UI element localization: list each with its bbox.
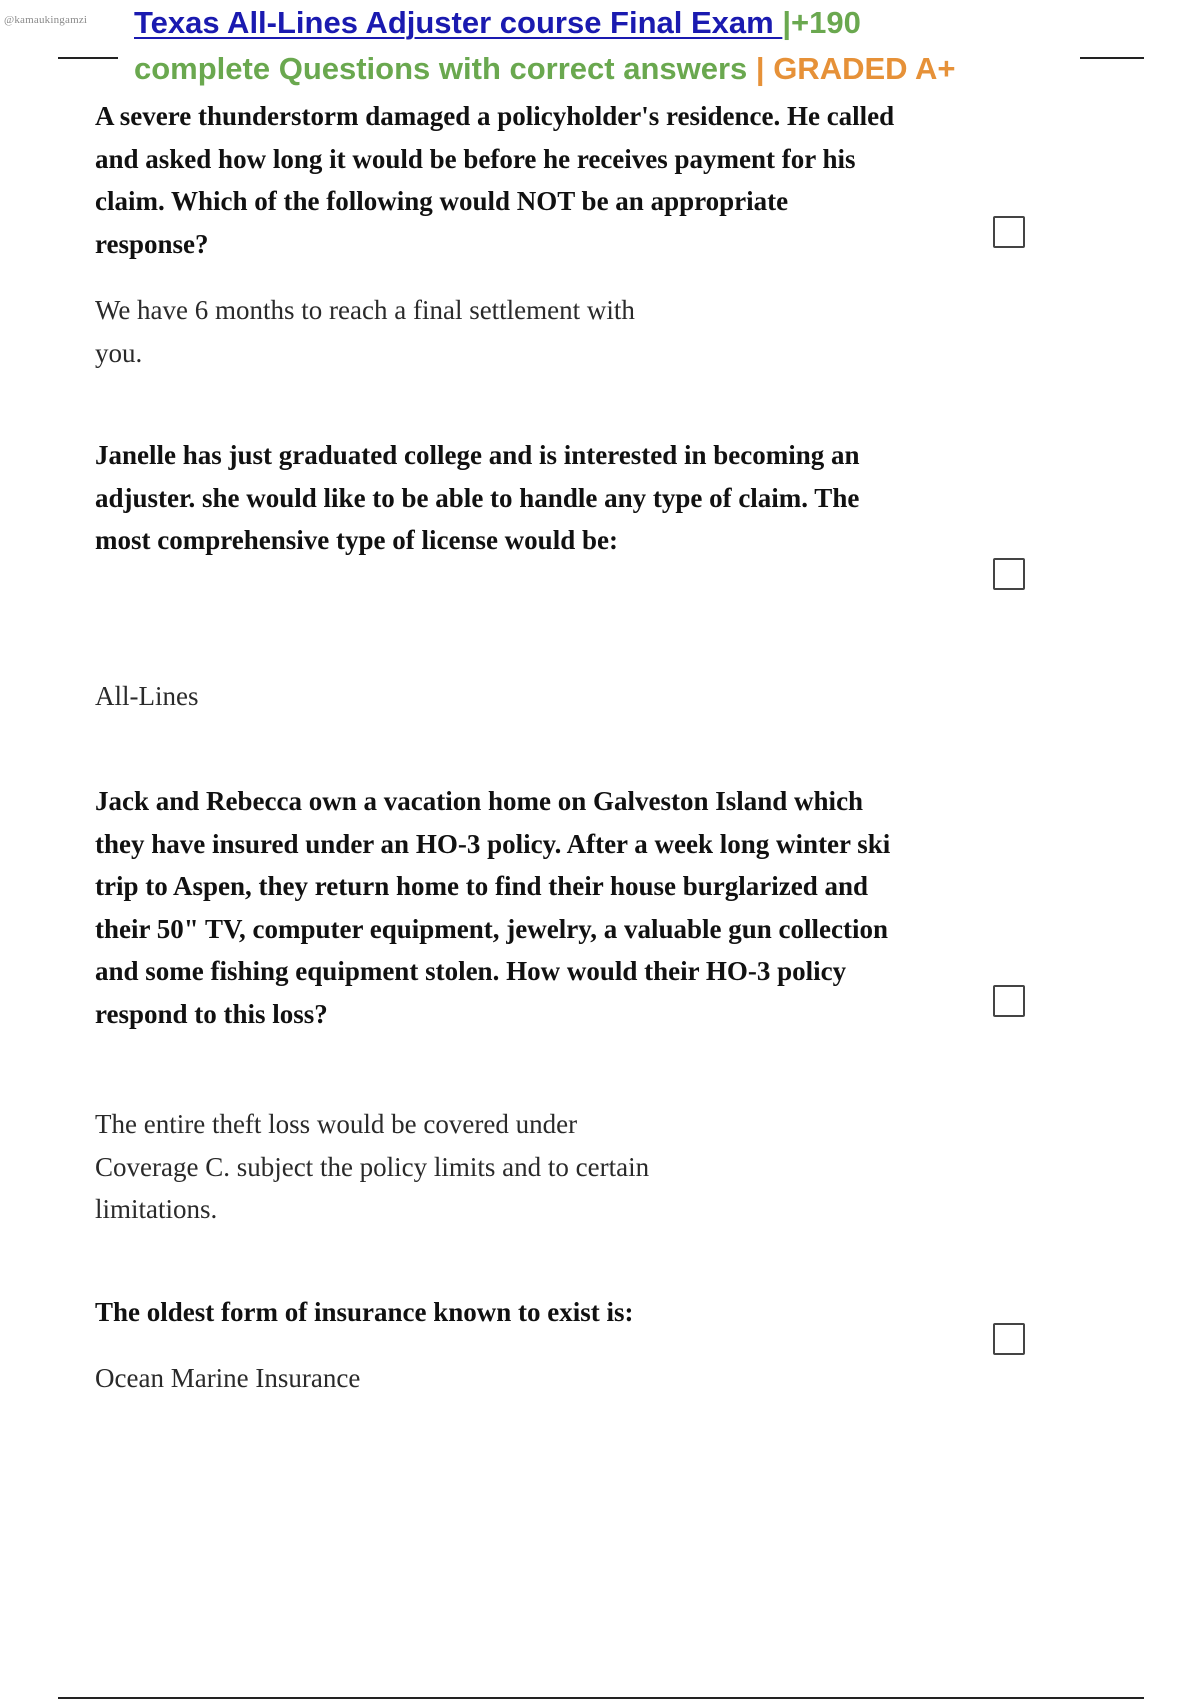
question-2-checkbox[interactable]	[993, 558, 1025, 590]
title-grade: | GRADED A+	[747, 51, 956, 86]
title-subtitle: complete Questions with correct answers	[134, 51, 748, 86]
document-title	[134, 0, 1074, 92]
question-4: The oldest form of insurance known to exist is:	[95, 1297, 634, 1327]
question-3: Jack and Rebecca own a vacation home on Galveston Island which they have insured under an HO-3 policy. After a week long winter ski trip to Aspen, they return home to find their house burglarized and their 50" TV, computer equipment, jewelry, a valuable gun collection and some fishing equipment stolen. How would their HO-3 policy respond to this loss?	[95, 786, 891, 1029]
question-2: Janelle has just graduated college and is interested in becoming an adjuster. she would like to be able to handle any type of claim. The most comprehensive type of license would be:	[95, 440, 860, 555]
header-rule-left	[58, 57, 118, 59]
question-3-checkbox[interactable]	[993, 985, 1025, 1017]
answer-2: All-Lines	[95, 681, 199, 711]
answer-3: The entire theft loss would be covered under Coverage C. subject the policy limits and to certain limitations.	[95, 1109, 650, 1224]
question-1-checkbox[interactable]	[993, 216, 1025, 248]
watermark: @kamaukingamzi	[4, 14, 88, 26]
answer-1: We have 6 months to reach a final settlement with you.	[95, 295, 635, 368]
footer-rule	[58, 1697, 1144, 1699]
header-rule-right	[1080, 57, 1144, 59]
title-link[interactable]: Texas All-Lines Adjuster course Final Exam	[134, 5, 783, 40]
title-count: |+190	[782, 5, 861, 40]
question-4-checkbox[interactable]	[993, 1323, 1025, 1355]
question-1: A severe thunderstorm damaged a policyholder's residence. He called and asked how long it would be before he receives payment for his claim. Which of the following would NOT be an appropriate response?	[95, 101, 895, 259]
answer-4: Ocean Marine Insurance	[95, 1363, 361, 1393]
